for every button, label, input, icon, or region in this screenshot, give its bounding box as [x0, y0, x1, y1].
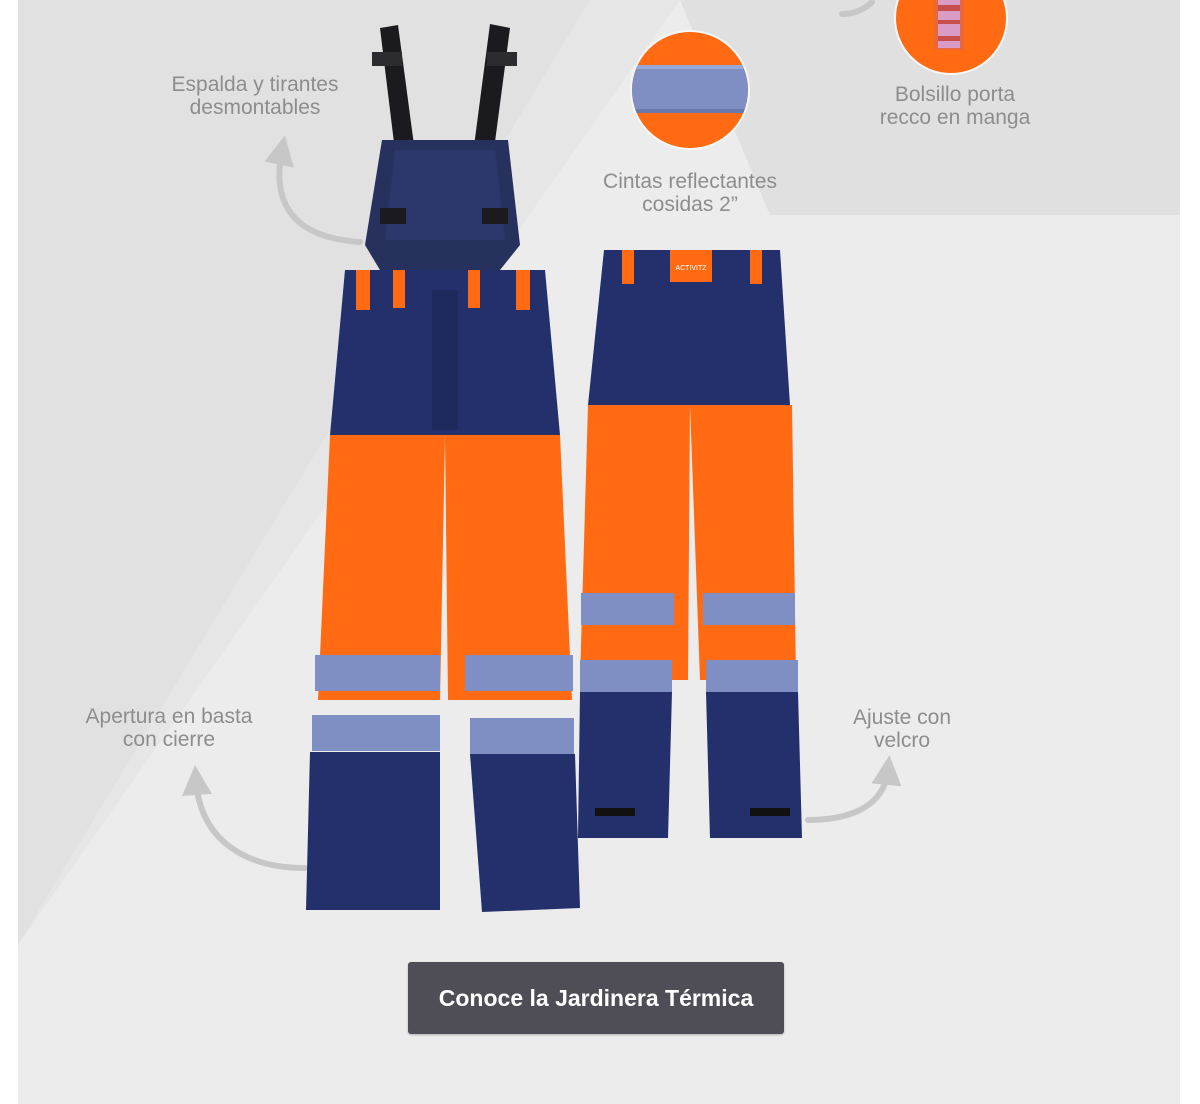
learn-more-button[interactable]: Conoce la Jardinera Térmica — [408, 962, 784, 1034]
feature-label-apertura: Apertura en basta con cierre — [85, 705, 253, 751]
feature-label-espalda: Espalda y tirantes desmontables — [171, 73, 339, 119]
feature-label-ajuste: Ajuste con velcro — [852, 706, 952, 752]
feature-label-bolsillo: Bolsillo porta recco en manga — [879, 83, 1031, 129]
feature-label-cintas: Cintas reflectantes cosidas 2” — [603, 170, 777, 216]
brand-logo-tag: ACTIVITZ — [675, 265, 707, 272]
